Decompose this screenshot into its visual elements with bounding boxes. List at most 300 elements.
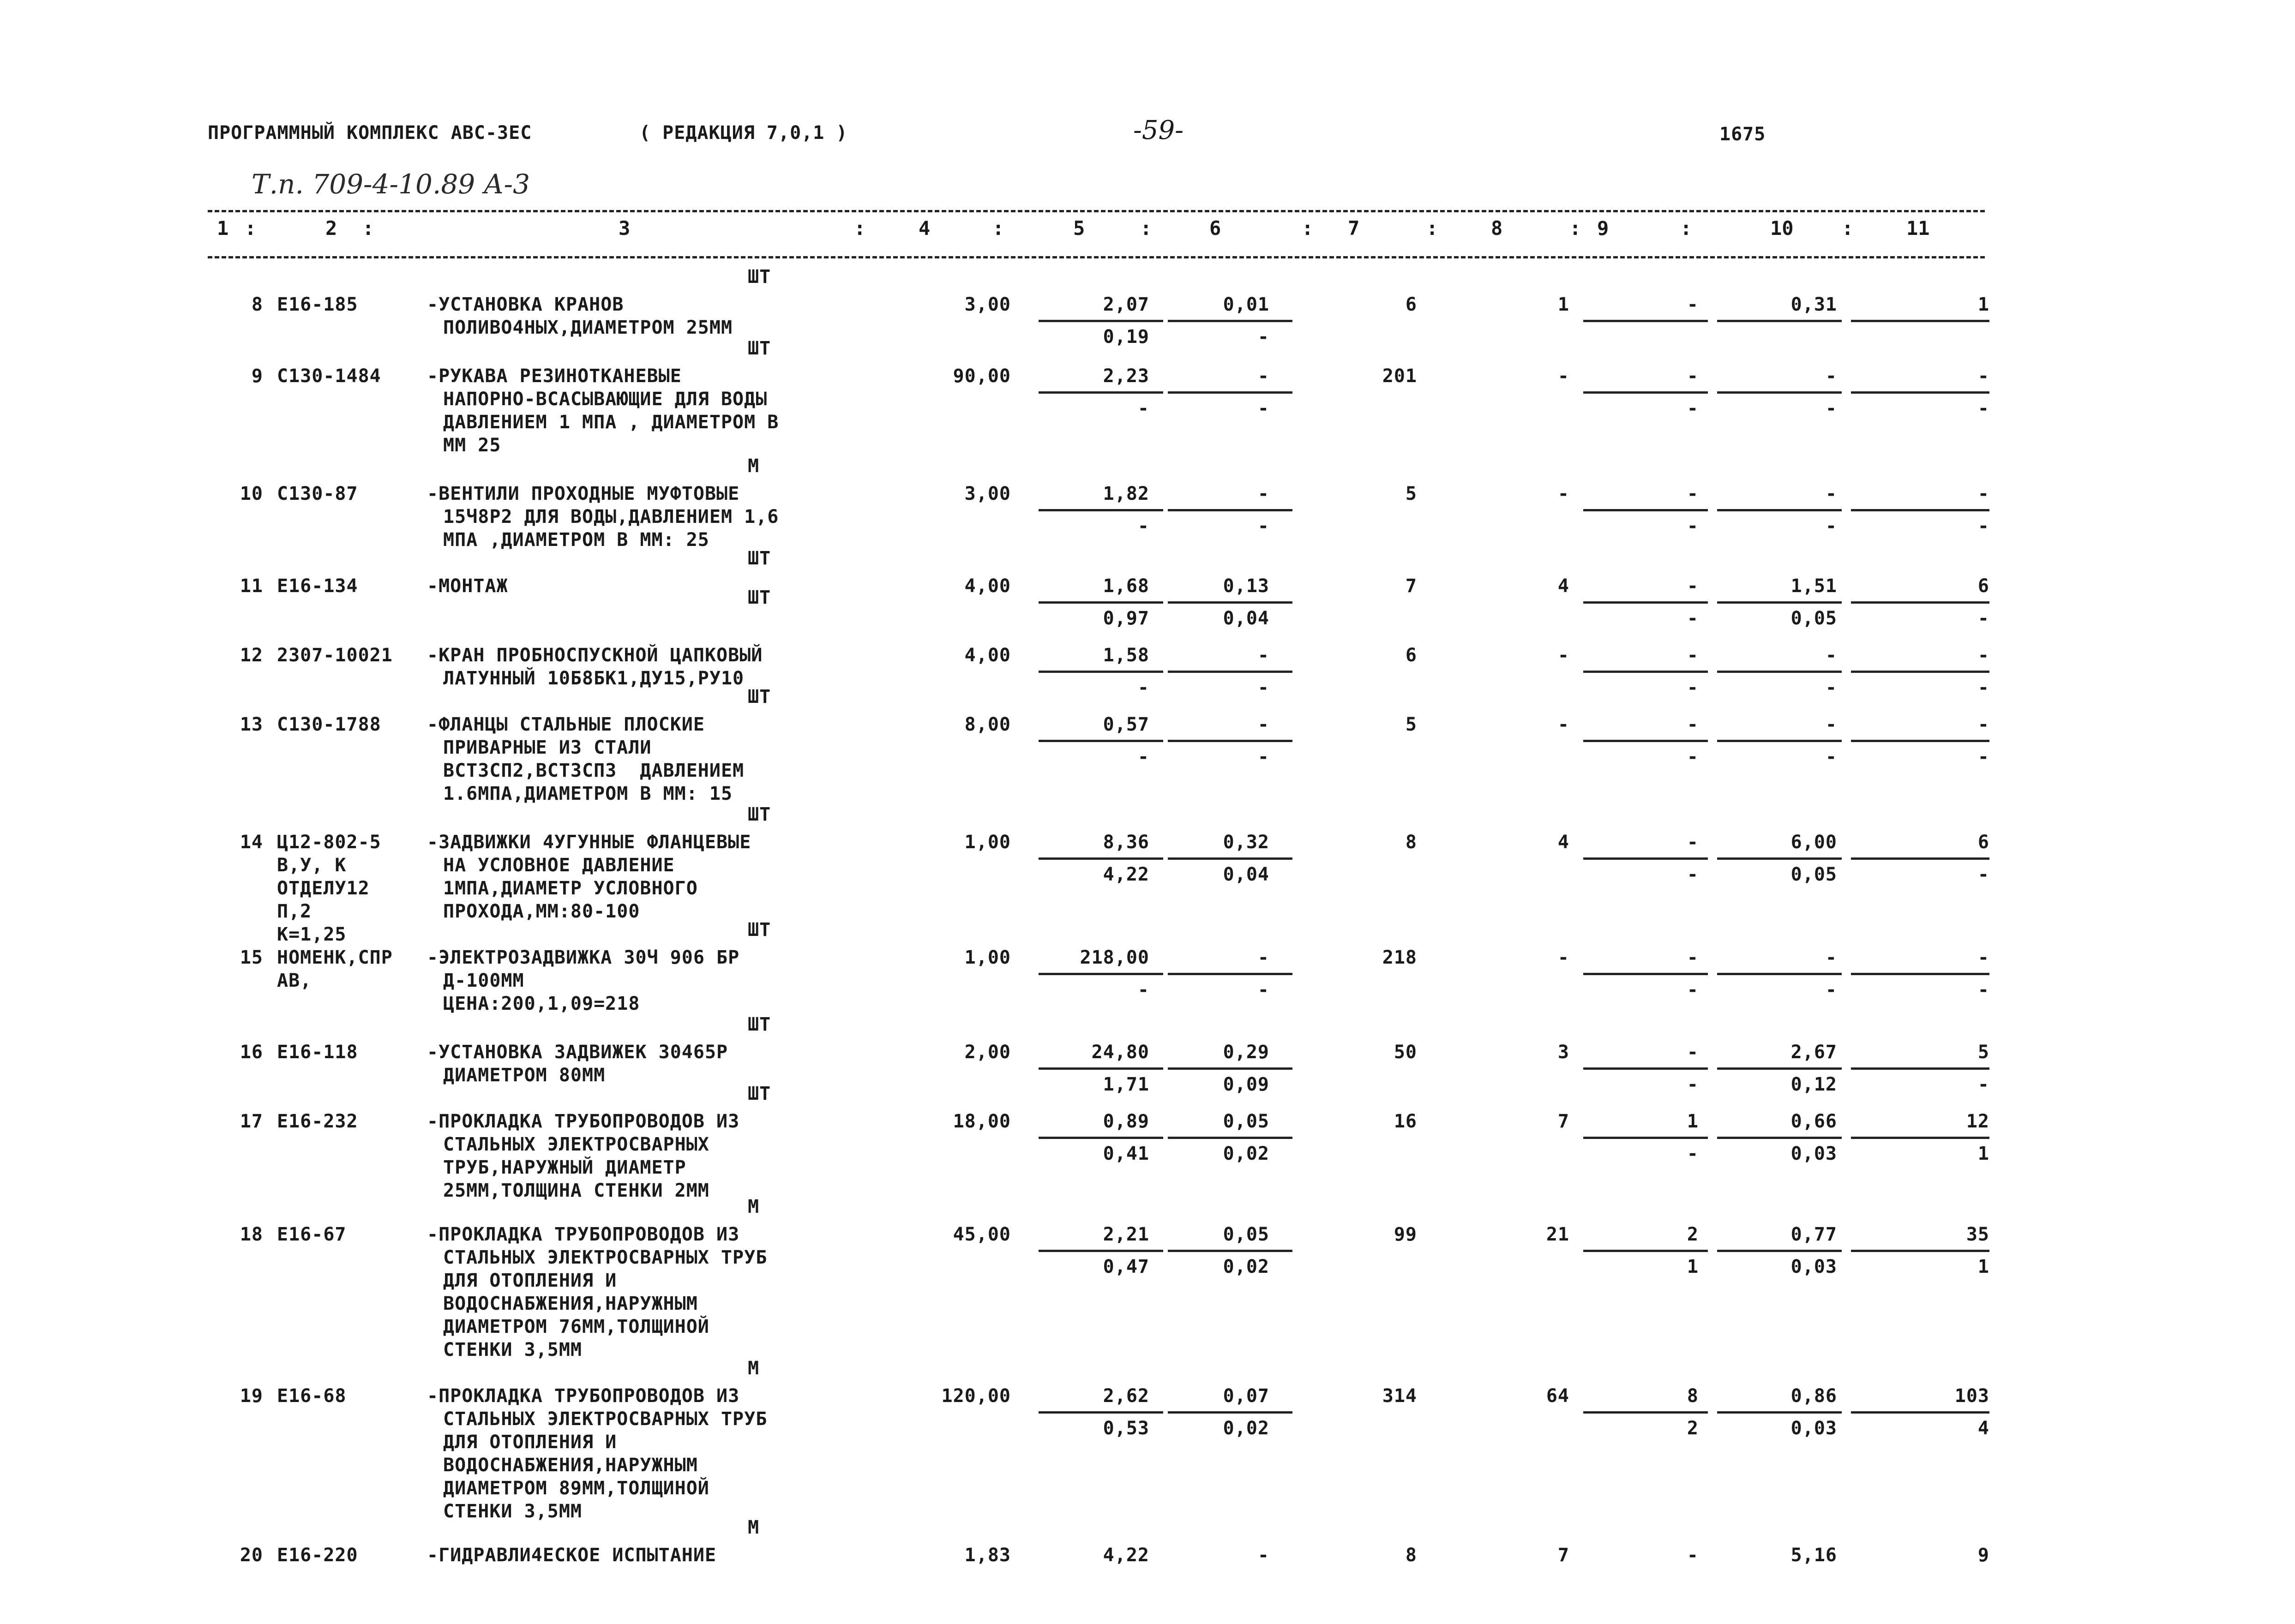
- col-7-value: 8: [1405, 832, 1417, 853]
- col-7-value: 50: [1394, 1042, 1417, 1063]
- value-underline: [1717, 320, 1842, 322]
- col-9-value: -: [1687, 947, 1699, 968]
- col-4-quantity: 90,00: [953, 366, 1011, 387]
- col-5-value: 8,36: [1103, 832, 1149, 853]
- col-11-value: 1: [1977, 294, 1989, 315]
- row-description: ДИАМЕТРОМ 76ММ,ТОЛЩИНОЙ: [443, 1316, 709, 1337]
- row-description: 25ММ,ТОЛЩИНА СТЕНКИ 2ММ: [443, 1180, 709, 1201]
- value-underline: [1717, 973, 1842, 975]
- row-unit: ШТ: [748, 1083, 771, 1104]
- col-7-value: 16: [1394, 1111, 1417, 1132]
- row-code: Е16-134: [277, 575, 358, 597]
- row-description: СТЕНКИ 3,5ММ: [443, 1501, 582, 1522]
- col-9-value: -: [1687, 366, 1699, 387]
- column-header-2: 2: [325, 217, 337, 240]
- col-6-sub-value: 0,04: [1223, 608, 1269, 629]
- col-6-sub-value: -: [1257, 515, 1269, 537]
- col-6-value: 0,05: [1223, 1111, 1269, 1132]
- row-description: ПРОХОДА,ММ:80-100: [443, 901, 640, 922]
- value-underline: [1168, 320, 1292, 322]
- col-5-sub-value: -: [1137, 746, 1149, 767]
- row-unit: ШТ: [748, 919, 771, 941]
- row-code: К=1,25: [277, 924, 347, 945]
- col-9-sub-value: -: [1687, 746, 1699, 767]
- col-10-sub-value: 0,05: [1790, 864, 1837, 885]
- col-10-value: 6,00: [1790, 832, 1837, 853]
- row-description: СТЕНКИ 3,5ММ: [443, 1339, 582, 1360]
- col-5-value: 2,23: [1103, 366, 1149, 387]
- col-10-sub-value: -: [1825, 746, 1837, 767]
- col-8-value: -: [1557, 714, 1569, 735]
- col-8-value: 64: [1546, 1385, 1569, 1407]
- row-description: 1.6МПА,ДИАМЕТРОМ В ММ: 15: [443, 783, 733, 804]
- value-underline: [1039, 1067, 1163, 1070]
- row-unit: М: [748, 1517, 760, 1538]
- value-underline: [1717, 601, 1842, 604]
- value-underline: [1717, 1067, 1842, 1070]
- column-header-5: 5: [1073, 217, 1085, 240]
- col-5-value: 4,22: [1103, 1545, 1149, 1566]
- col-10-value: -: [1825, 645, 1837, 666]
- col-10-value: 2,67: [1790, 1042, 1837, 1063]
- col-9-value: -: [1687, 1545, 1699, 1566]
- value-underline: [1168, 671, 1292, 673]
- col-8-value: -: [1557, 947, 1569, 968]
- column-separator: :: [362, 217, 374, 240]
- value-underline: [1168, 1067, 1292, 1070]
- row-description: -КРАН ПРОБНОСПУСКНОЙ ЦАПКОВЫЙ: [427, 645, 763, 666]
- row-description: -УСТАНОВКА КРАНОВ: [427, 294, 624, 315]
- col-9-value: -: [1687, 1042, 1699, 1063]
- row-number: 12: [240, 645, 263, 666]
- column-header-4: 4: [919, 217, 931, 240]
- col-6-sub-value: -: [1257, 677, 1269, 698]
- col-11-value: 35: [1966, 1224, 1989, 1245]
- col-7-value: 8: [1405, 1545, 1417, 1566]
- row-number: 14: [240, 832, 263, 853]
- value-underline: [1851, 1250, 1989, 1252]
- row-description: ЦЕНА:200,1,09=218: [443, 993, 640, 1014]
- col-4-quantity: 4,00: [964, 575, 1011, 597]
- col-11-sub-value: 1: [1977, 1143, 1989, 1164]
- column-header-11: 11: [1906, 217, 1930, 240]
- col-8-value: 7: [1557, 1545, 1569, 1566]
- col-5-sub-value: 0,97: [1103, 608, 1149, 629]
- col-5-sub-value: -: [1137, 398, 1149, 419]
- row-description: -ГИДРАВЛИ4ЕСКОЕ ИСПЫТАНИЕ: [427, 1545, 717, 1566]
- row-number: 19: [240, 1385, 263, 1407]
- value-underline: [1717, 509, 1842, 511]
- col-6-value: -: [1257, 947, 1269, 968]
- col-10-value: 1,51: [1790, 575, 1837, 597]
- col-4-quantity: 3,00: [964, 294, 1011, 315]
- col-9-value: -: [1687, 714, 1699, 735]
- col-8-value: 3: [1557, 1042, 1569, 1063]
- col-10-value: 0,77: [1790, 1224, 1837, 1245]
- col-10-value: -: [1825, 714, 1837, 735]
- column-separator: :: [1302, 217, 1314, 240]
- col-4-quantity: 45,00: [953, 1224, 1011, 1245]
- row-description: ДИАМЕТРОМ 89ММ,ТОЛЩИНОЙ: [443, 1478, 709, 1499]
- col-7-value: 6: [1405, 294, 1417, 315]
- row-description: ПРИВАРНЫЕ ИЗ СТАЛИ: [443, 737, 652, 758]
- col-10-value: 0,86: [1790, 1385, 1837, 1407]
- value-underline: [1039, 601, 1163, 604]
- col-6-sub-value: -: [1257, 326, 1269, 348]
- col-7-value: 201: [1382, 366, 1417, 387]
- value-underline: [1168, 1137, 1292, 1139]
- col-10-sub-value: 0,03: [1790, 1256, 1837, 1277]
- col-9-sub-value: 2: [1687, 1418, 1699, 1439]
- col-4-quantity: 1,00: [964, 947, 1011, 968]
- col-6-value: 0,01: [1223, 294, 1269, 315]
- row-code: С130-1788: [277, 714, 381, 735]
- row-description: Д-100ММ: [443, 970, 524, 991]
- row-unit: ШТ: [748, 548, 771, 569]
- col-9-value: -: [1687, 832, 1699, 853]
- col-5-sub-value: -: [1137, 677, 1149, 698]
- col-8-value: -: [1557, 645, 1569, 666]
- col-10-value: 0,66: [1790, 1111, 1837, 1132]
- col-10-sub-value: 0,03: [1790, 1418, 1837, 1439]
- column-header-1: 1: [217, 217, 229, 240]
- col-8-value: 4: [1557, 575, 1569, 597]
- column-separator: :: [1426, 217, 1438, 240]
- col-10-sub-value: -: [1825, 515, 1837, 537]
- row-description: 1МПА,ДИАМЕТР УСЛОВНОГО: [443, 878, 698, 899]
- col-6-value: 0,29: [1223, 1042, 1269, 1063]
- col-9-value: 2: [1687, 1224, 1699, 1245]
- value-underline: [1583, 1411, 1708, 1414]
- col-9-value: 1: [1687, 1111, 1699, 1132]
- column-header-7: 7: [1348, 217, 1360, 240]
- col-7-value: 7: [1405, 575, 1417, 597]
- col-9-sub-value: -: [1687, 1074, 1699, 1095]
- value-underline: [1168, 1250, 1292, 1252]
- row-code: Е16-185: [277, 294, 358, 315]
- row-code: АВ,: [277, 970, 312, 991]
- col-9-value: 8: [1687, 1385, 1699, 1407]
- col-5-sub-value: 0,41: [1103, 1143, 1149, 1164]
- value-underline: [1039, 1411, 1163, 1414]
- col-6-value: 0,32: [1223, 832, 1269, 853]
- row-code: В,У, К: [277, 855, 347, 876]
- value-underline: [1851, 1411, 1989, 1414]
- col-11-value: -: [1977, 483, 1989, 504]
- col-5-value: 1,68: [1103, 575, 1149, 597]
- value-underline: [1039, 509, 1163, 511]
- row-description: -МОНТАЖ: [427, 575, 508, 597]
- col-11-sub-value: -: [1977, 515, 1989, 537]
- col-6-sub-value: 0,09: [1223, 1074, 1269, 1095]
- row-code: П,2: [277, 901, 312, 922]
- value-underline: [1039, 973, 1163, 975]
- row-description: -РУКАВА РЕЗИНОТКАНЕВЫЕ: [427, 366, 682, 387]
- value-underline: [1851, 973, 1989, 975]
- value-underline: [1583, 601, 1708, 604]
- col-5-sub-value: 0,19: [1103, 326, 1149, 348]
- row-unit: М: [748, 1196, 760, 1217]
- row-unit: ШТ: [748, 587, 771, 608]
- col-9-sub-value: -: [1687, 1143, 1699, 1164]
- value-underline: [1039, 1250, 1163, 1252]
- row-description: 15Ч8Р2 ДЛЯ ВОДЫ,ДАВЛЕНИЕМ 1,6: [443, 506, 779, 527]
- col-9-sub-value: -: [1687, 608, 1699, 629]
- col-10-value: -: [1825, 483, 1837, 504]
- row-description: ТРУБ,НАРУЖНЫЙ ДИАМЕТР: [443, 1157, 686, 1178]
- row-description: -ПРОКЛАДКА ТРУБОПРОВОДОВ ИЗ: [427, 1224, 740, 1245]
- col-9-sub-value: -: [1687, 864, 1699, 885]
- col-6-value: -: [1257, 483, 1269, 504]
- row-number: 20: [240, 1545, 263, 1566]
- col-10-sub-value: -: [1825, 677, 1837, 698]
- col-4-quantity: 1,83: [964, 1545, 1011, 1566]
- col-6-sub-value: 0,04: [1223, 864, 1269, 885]
- value-underline: [1717, 740, 1842, 742]
- col-7-value: 99: [1394, 1224, 1417, 1245]
- column-separator: :: [1569, 217, 1581, 240]
- value-underline: [1851, 1137, 1989, 1139]
- col-10-sub-value: 0,12: [1790, 1074, 1837, 1095]
- col-11-value: 5: [1977, 1042, 1989, 1063]
- handwritten-project-code: Т.п. 709-4-10.89 А-3: [252, 168, 530, 200]
- row-number: 13: [240, 714, 263, 735]
- col-11-sub-value: -: [1977, 979, 1989, 1001]
- row-number: 9: [251, 366, 263, 387]
- col-4-quantity: 18,00: [953, 1111, 1011, 1132]
- col-7-value: 5: [1405, 714, 1417, 735]
- row-description: СТАЛЬНЫХ ЭЛЕКТРОСВАРНЫХ ТРУБ: [443, 1408, 768, 1430]
- value-underline: [1039, 671, 1163, 673]
- row-code: НОМЕНК,СПР: [277, 947, 393, 968]
- col-10-value: 0,31: [1790, 294, 1837, 315]
- col-4-quantity: 1,00: [964, 832, 1011, 853]
- col-11-sub-value: -: [1977, 677, 1989, 698]
- col-4-quantity: 2,00: [964, 1042, 1011, 1063]
- row-code: С130-87: [277, 483, 358, 504]
- col-6-value: -: [1257, 1545, 1269, 1566]
- col-11-sub-value: -: [1977, 608, 1989, 629]
- col-9-sub-value: -: [1687, 398, 1699, 419]
- value-underline: [1168, 509, 1292, 511]
- col-7-value: 6: [1405, 645, 1417, 666]
- row-description: ДИАМЕТРОМ 80ММ: [443, 1065, 606, 1086]
- col-9-value: -: [1687, 645, 1699, 666]
- column-header-10: 10: [1770, 217, 1794, 240]
- value-underline: [1717, 391, 1842, 394]
- value-underline: [1583, 1137, 1708, 1139]
- row-unit: ШТ: [748, 338, 771, 359]
- row-description: НА УСЛОВНОЕ ДАВЛЕНИЕ: [443, 855, 675, 876]
- row-code: Е16-232: [277, 1111, 358, 1132]
- value-underline: [1583, 1250, 1708, 1252]
- col-5-value: 2,07: [1103, 294, 1149, 315]
- column-separator: :: [1140, 217, 1152, 240]
- header-bottom-rule: [208, 256, 1985, 258]
- value-underline: [1039, 1137, 1163, 1139]
- col-5-sub-value: -: [1137, 979, 1149, 1001]
- col-5-value: 218,00: [1080, 947, 1149, 968]
- col-6-value: 0,07: [1223, 1385, 1269, 1407]
- value-underline: [1851, 509, 1989, 511]
- col-8-value: -: [1557, 483, 1569, 504]
- col-10-value: -: [1825, 947, 1837, 968]
- col-11-value: 9: [1977, 1545, 1989, 1566]
- row-code: Е16-220: [277, 1545, 358, 1566]
- value-underline: [1039, 740, 1163, 742]
- col-9-sub-value: 1: [1687, 1256, 1699, 1277]
- col-10-sub-value: -: [1825, 979, 1837, 1001]
- column-header-6: 6: [1209, 217, 1221, 240]
- value-underline: [1168, 391, 1292, 394]
- column-header-8: 8: [1491, 217, 1503, 240]
- col-4-quantity: 4,00: [964, 645, 1011, 666]
- column-separator: :: [1680, 217, 1692, 240]
- col-11-sub-value: 1: [1977, 1256, 1989, 1277]
- col-6-sub-value: 0,02: [1223, 1256, 1269, 1277]
- row-description: ВОДОСНАБЖЕНИЯ,НАРУЖНЫМ: [443, 1455, 698, 1476]
- col-4-quantity: 8,00: [964, 714, 1011, 735]
- col-6-sub-value: 0,02: [1223, 1418, 1269, 1439]
- program-title: ПРОГРАММНЫЙ КОМПЛЕКС АВС-3ЕС: [208, 122, 532, 144]
- col-11-sub-value: -: [1977, 1074, 1989, 1095]
- col-5-sub-value: 0,53: [1103, 1418, 1149, 1439]
- col-7-value: 5: [1405, 483, 1417, 504]
- row-unit: М: [748, 455, 760, 477]
- row-code: С130-1484: [277, 366, 381, 387]
- col-6-sub-value: 0,02: [1223, 1143, 1269, 1164]
- sheet-number: 1675: [1719, 124, 1766, 145]
- col-8-value: 4: [1557, 832, 1569, 853]
- value-underline: [1039, 320, 1163, 322]
- col-8-value: 7: [1557, 1111, 1569, 1132]
- col-4-quantity: 120,00: [941, 1385, 1011, 1407]
- column-separator: :: [1842, 217, 1854, 240]
- col-11-value: 6: [1977, 575, 1989, 597]
- col-5-value: 1,82: [1103, 483, 1149, 504]
- col-11-value: -: [1977, 645, 1989, 666]
- col-9-value: -: [1687, 575, 1699, 597]
- value-underline: [1583, 320, 1708, 322]
- row-description: ВСТ3СП2,ВСТ3СП3 ДАВЛЕНИЕМ: [443, 760, 745, 781]
- row-number: 18: [240, 1224, 263, 1245]
- col-5-value: 0,89: [1103, 1111, 1149, 1132]
- col-11-sub-value: -: [1977, 398, 1989, 419]
- column-separator: :: [245, 217, 257, 240]
- col-10-sub-value: 0,05: [1790, 608, 1837, 629]
- column-separator: :: [992, 217, 1004, 240]
- value-underline: [1851, 857, 1989, 860]
- row-number: 15: [240, 947, 263, 968]
- value-underline: [1583, 671, 1708, 673]
- row-number: 17: [240, 1111, 263, 1132]
- value-underline: [1851, 740, 1989, 742]
- row-code: Ц12-802-5: [277, 832, 381, 853]
- value-underline: [1717, 671, 1842, 673]
- row-description: -УСТАНОВКА ЗАДВИЖЕК 30465Р: [427, 1042, 728, 1063]
- col-5-value: 24,80: [1091, 1042, 1149, 1063]
- value-underline: [1717, 1411, 1842, 1414]
- value-underline: [1851, 1067, 1989, 1070]
- row-number: 16: [240, 1042, 263, 1063]
- col-7-value: 218: [1382, 947, 1417, 968]
- col-5-sub-value: 0,47: [1103, 1256, 1149, 1277]
- value-underline: [1851, 320, 1989, 322]
- row-unit: ШТ: [748, 266, 771, 288]
- col-8-value: -: [1557, 366, 1569, 387]
- col-10-sub-value: 0,03: [1790, 1143, 1837, 1164]
- col-5-value: 0,57: [1103, 714, 1149, 735]
- col-6-sub-value: -: [1257, 979, 1269, 1001]
- col-5-sub-value: 1,71: [1103, 1074, 1149, 1095]
- value-underline: [1039, 391, 1163, 394]
- row-description: -ФЛАНЦЫ СТАЛЬНЫЕ ПЛОСКИЕ: [427, 714, 705, 735]
- col-11-sub-value: -: [1977, 864, 1989, 885]
- col-4-quantity: 3,00: [964, 483, 1011, 504]
- row-code: Е16-67: [277, 1224, 347, 1245]
- col-11-value: 103: [1954, 1385, 1989, 1407]
- row-description: -ПРОКЛАДКА ТРУБОПРОВОДОВ ИЗ: [427, 1111, 740, 1132]
- value-underline: [1168, 601, 1292, 604]
- row-description: -ЗАДВИЖКИ 4УГУННЫЕ ФЛАНЦЕВЫЕ: [427, 832, 751, 853]
- row-description: -ВЕНТИЛИ ПРОХОДНЫЕ МУФТОВЫЕ: [427, 483, 740, 504]
- col-6-value: 0,13: [1223, 575, 1269, 597]
- header-top-rule: [208, 210, 1985, 212]
- col-11-value: 6: [1977, 832, 1989, 853]
- edition-label: ( РЕДАКЦИЯ 7,0,1 ): [639, 122, 848, 144]
- value-underline: [1583, 1067, 1708, 1070]
- row-unit: ШТ: [748, 686, 771, 707]
- row-description: ДЛЯ ОТОПЛЕНИЯ И: [443, 1270, 617, 1291]
- column-header-3: 3: [619, 217, 631, 240]
- row-description: СТАЛЬНЫХ ЭЛЕКТРОСВАРНЫХ: [443, 1134, 709, 1155]
- value-underline: [1583, 973, 1708, 975]
- row-description: СТАЛЬНЫХ ЭЛЕКТРОСВАРНЫХ ТРУБ: [443, 1247, 768, 1268]
- col-6-sub-value: -: [1257, 746, 1269, 767]
- value-underline: [1168, 973, 1292, 975]
- col-10-value: 5,16: [1790, 1545, 1837, 1566]
- col-5-sub-value: 4,22: [1103, 864, 1149, 885]
- value-underline: [1583, 391, 1708, 394]
- value-underline: [1717, 1250, 1842, 1252]
- col-11-sub-value: 4: [1977, 1418, 1989, 1439]
- col-6-value: -: [1257, 366, 1269, 387]
- row-description: -ЭЛЕКТРОЗАДВИЖКА 30Ч 906 БР: [427, 947, 740, 968]
- row-code: Е16-68: [277, 1385, 347, 1407]
- page-number: -59-: [1133, 115, 1184, 145]
- col-6-sub-value: -: [1257, 398, 1269, 419]
- col-11-value: 12: [1966, 1111, 1989, 1132]
- column-separator: :: [854, 217, 866, 240]
- row-number: 10: [240, 483, 263, 504]
- value-underline: [1583, 857, 1708, 860]
- row-number: 11: [240, 575, 263, 597]
- row-unit: М: [748, 1358, 760, 1379]
- value-underline: [1039, 857, 1163, 860]
- col-8-value: 21: [1546, 1224, 1569, 1245]
- value-underline: [1583, 740, 1708, 742]
- col-5-value: 2,62: [1103, 1385, 1149, 1407]
- value-underline: [1168, 857, 1292, 860]
- row-description: ПОЛИВО4НЫХ,ДИАМЕТРОМ 25ММ: [443, 317, 733, 338]
- row-description: ВОДОСНАБЖЕНИЯ,НАРУЖНЫМ: [443, 1293, 698, 1314]
- col-11-sub-value: -: [1977, 746, 1989, 767]
- col-10-value: -: [1825, 366, 1837, 387]
- col-11-value: -: [1977, 366, 1989, 387]
- column-header-9: 9: [1597, 217, 1609, 240]
- value-underline: [1168, 740, 1292, 742]
- col-9-value: -: [1687, 294, 1699, 315]
